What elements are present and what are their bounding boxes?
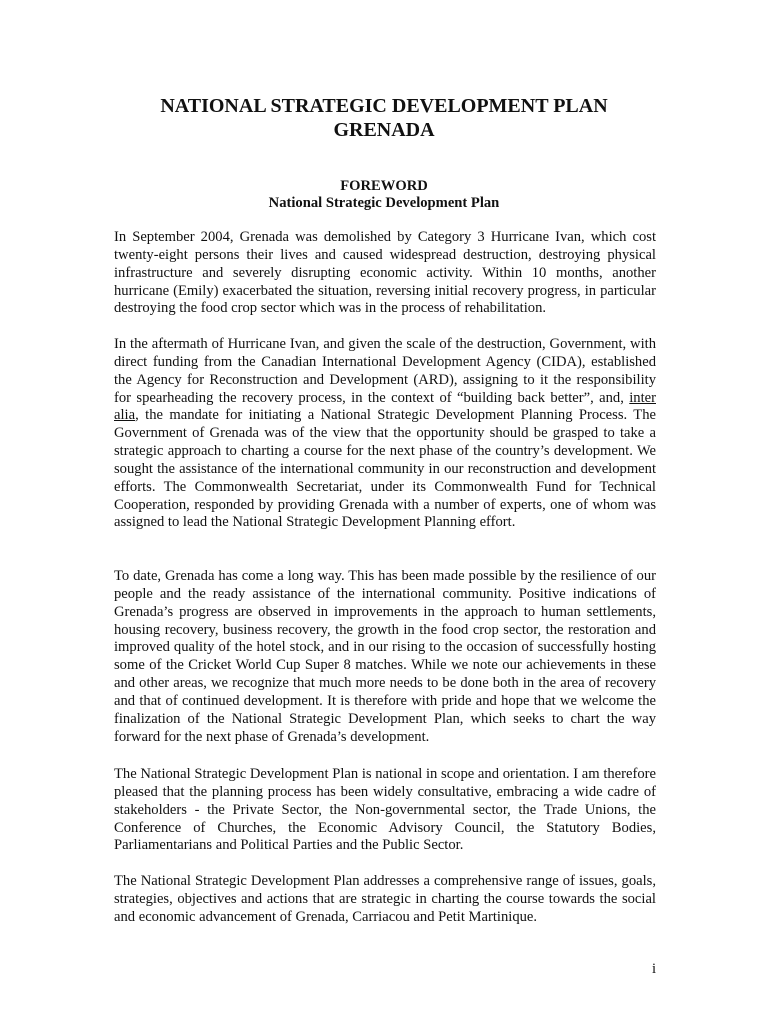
paragraph-progress: To date, Grenada has come a long way. This has been made possible by the resilience of our people and the ready assistance of the international community. Positive indications of Grenada’s progress are observed in improvements in the approach to human settlements, housing recovery, business recovery, the growth in the food crop sector, the restoration and improved quality of the hotel stock, and in our rising to the occasion of successfully hosting some of the Cricket World Cup Super 8 matches. While we note our achievements in these and other areas, we recognize that much more needs to be done both in the area of recovery and that of continued development. It is therefore with pride and hope that we welcome the finalization of the National Strategic Development Plan, which seeks to chart the way forward for the next phase of Grenada’s development. — [114, 568, 656, 745]
document-title: NATIONAL STRATEGIC DEVELOPMENT PLAN — [160, 95, 608, 117]
paragraph-aftermath-text-2: , the mandate for initiating a National Strategic Development Planning Process. The Government of Grenada was of the view that the opportunity should be grasped to take a strategic approach to charting a course for the next phase of the country’s development. We sought the assistance of the international community in our reconstruction and development efforts. The Commonwealth Secretariat, under its Commonwealth Fund for Technical Cooperation, responded by providing Grenada with a number of experts, one of whom was assigned to lead the National Strategic Development Planning effort. — [114, 407, 656, 531]
paragraph-aftermath-text-1: In the aftermath of Hurricane Ivan, and given the scale of the destruction, Government, with direct funding from the Canadian International Development Agency (CIDA), established the Agency for Reconstruction and Development (ARD), assigning to it the responsibility for spearheading the recovery process, in the context of “building back better”, and, — [114, 336, 656, 406]
paragraph-hurricane-ivan: In September 2004, Grenada was demolished by Category 3 Hurricane Ivan, which cost twenty-eight persons their lives and caused widespread destruction, destroying physical infrastructure and severely disrupting economic activity. Within 10 months, another hurricane (Emily) exacerbated the situation, reversing initial recovery progress, in particular destroying the food crop sector which was in the process of rehabilitation. — [114, 229, 656, 317]
section-subheading: National Strategic Development Plan — [268, 195, 500, 211]
inter-alia-emphasis: inter alia — [114, 389, 656, 424]
paragraph-aftermath — [114, 336, 656, 532]
section-heading: FOREWORD — [340, 178, 428, 194]
paragraph-scope: The National Strategic Development Plan addresses a comprehensive range of issues, goals, strategies, objectives and actions that are strategic in charting the course towards the social and economic advancement of Grenada, Carriacou and Petit Martinique. — [114, 873, 656, 925]
document-title-country: GRENADA — [333, 119, 435, 141]
paragraph-consultation: The National Strategic Development Plan is national in scope and orientation. I am therefore pleased that the planning process has been widely consultative, embracing a wide cadre of stakeholders - the Private Sector, the Non-governmental sector, the Trade Unions, the Conference of Churches, the Economic Advisory Council, the Statutory Bodies, Parliamentarians and Political Parties and the Public Sector. — [114, 766, 656, 854]
page-number: i — [651, 961, 656, 977]
